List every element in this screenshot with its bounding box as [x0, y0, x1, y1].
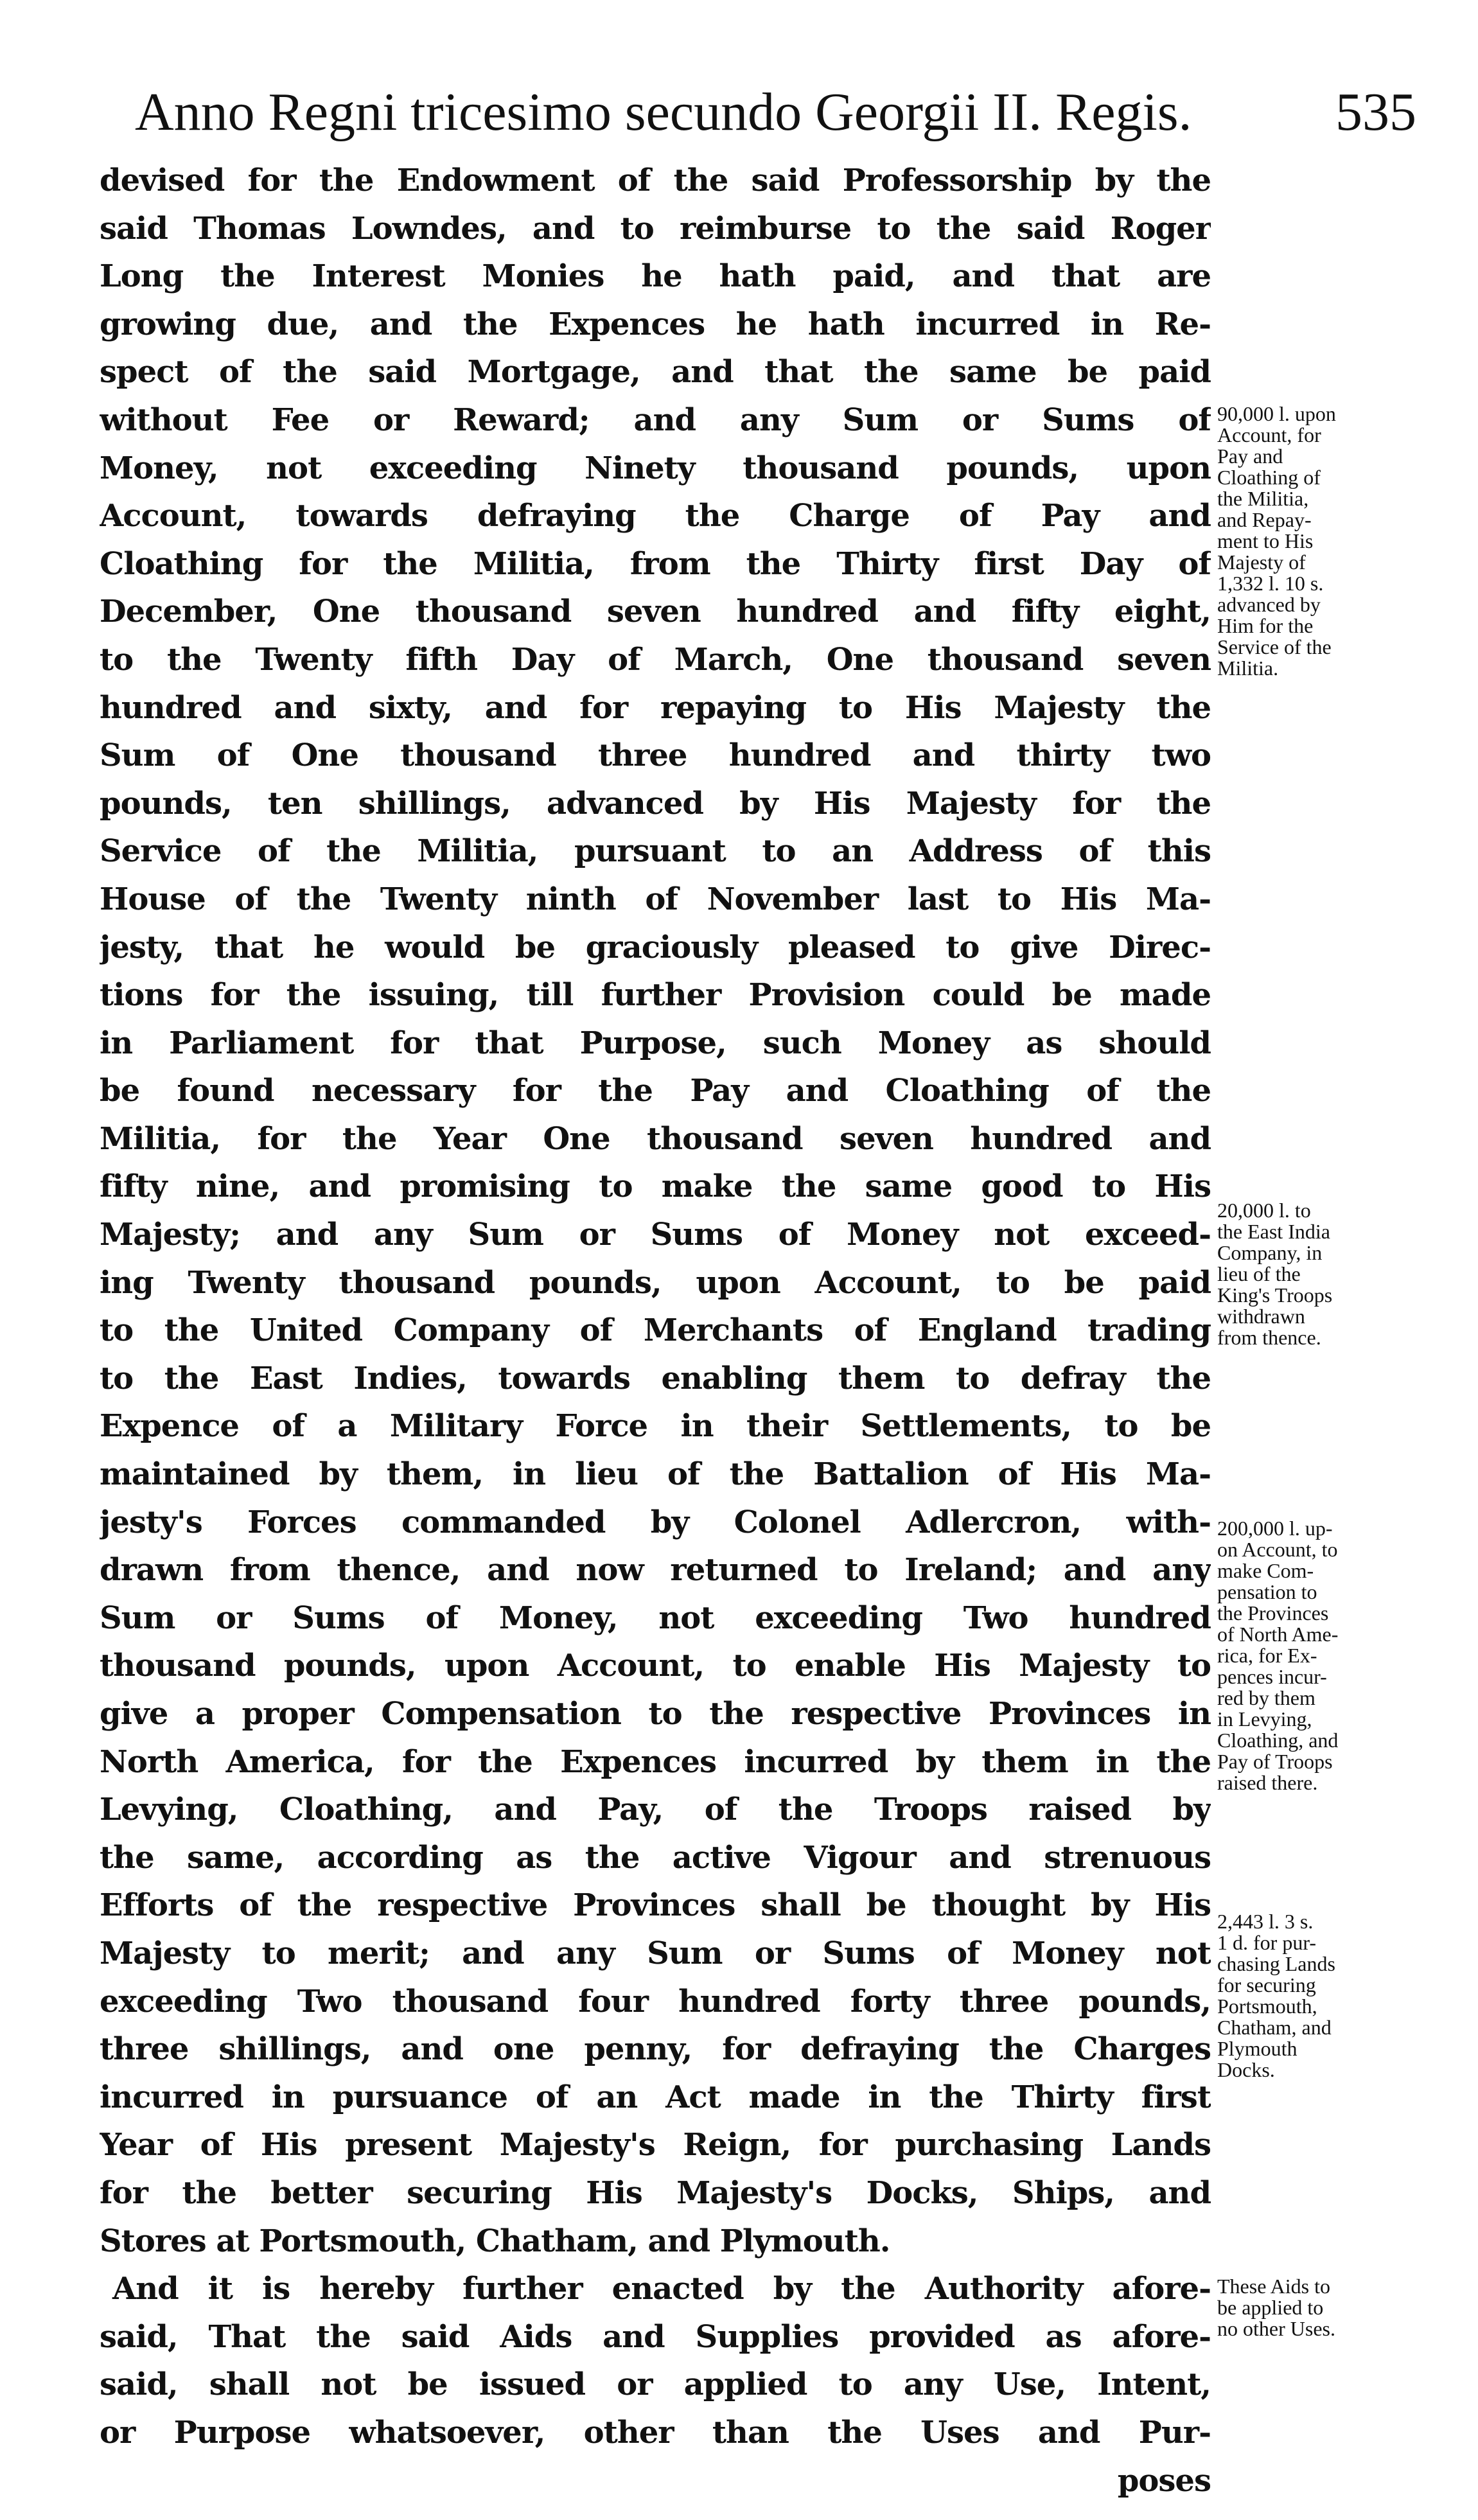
margin-note-line: 200,000 l. up- [1217, 1517, 1333, 1540]
body-text [100, 157, 1211, 2505]
text-line: tions for the issuing, till further Provision could be made [100, 977, 1211, 1014]
text-line: devised for the Endowment of the said Professorship by the [100, 163, 1211, 198]
margin-note-line: 2,443 l. 3 s. [1217, 1910, 1314, 1933]
margin-note-line: 90,000 l. upon [1217, 402, 1336, 425]
margin-note-line: 1 d. for pur- [1217, 1931, 1316, 1954]
margin-note-line: of North Ame- [1217, 1623, 1339, 1646]
text-line: Year of His present Majesty's Reign, for purchasing Lands [100, 2127, 1211, 2163]
text-line: Levying, Cloathing, and Pay, of the Troops raised by [100, 1792, 1211, 1828]
margin-note-line: 1,332 l. 10 s. [1217, 572, 1324, 595]
text-line: hundred and sixty, and for repaying to His Majesty the [100, 689, 1211, 726]
text-line: Sum of One thousand three hundred and thirty two [100, 737, 1211, 774]
margin-note-line: Chatham, and [1217, 2016, 1332, 2039]
text-line: pounds, ten shillings, advanced by His Majesty for the [100, 785, 1211, 822]
text-line: jesty, that he would be graciously pleased to give Direc- [100, 929, 1211, 965]
margin-note-line: Pay and [1217, 445, 1283, 468]
text-line: spect of the said Mortgage, and that the same be paid [100, 354, 1211, 391]
margin-note-line: Plymouth [1217, 2037, 1298, 2060]
text-line: said, shall not be issued or applied to any Use, Intent, [100, 2366, 1211, 2403]
running-title: Anno Regni tricesimo secundo Georgii II. Regis. [135, 82, 1192, 142]
margin-note-line: the Militia, [1217, 487, 1309, 510]
text-line: without Fee or Reward; and any Sum or Sums of [100, 401, 1211, 438]
margin-note-line: on Account, to [1217, 1538, 1338, 1561]
text-line: Stores at Portsmouth, Chatham, and Plymouth. [100, 2223, 890, 2259]
text-line: Efforts of the respective Provinces shall be thought by His [100, 1887, 1211, 1924]
margin-note-line: These Aids to [1217, 2275, 1330, 2298]
margin-note-provinces [1217, 1518, 1410, 1793]
margin-note-line: ment to His [1217, 529, 1314, 552]
margin-note-line: Company, in [1217, 1241, 1323, 1264]
text-line: Majesty; and any Sum or Sums of Money not exceed- [100, 1217, 1211, 1253]
margin-note-line: chasing Lands [1217, 1952, 1335, 1975]
text-line: thousand pounds, upon Account, to enable His Majesty to [100, 1648, 1211, 1684]
page-header [125, 77, 1416, 148]
text-line: said, That the said Aids and Supplies provided as afore- [100, 2318, 1211, 2355]
text-line: Sum or Sums of Money, not exceeding Two hundred [100, 1599, 1211, 1636]
margin-note-line: rica, for Ex- [1217, 1644, 1317, 1667]
margin-note-line: lieu of the [1217, 1262, 1301, 1285]
text-line: jesty's Forces commanded by Colonel Adlercron, with- [100, 1504, 1211, 1540]
text-line: or Purpose whatsoever, other than the Uses and Pur- [100, 2414, 1211, 2451]
margin-note-line: Portsmouth, [1217, 1995, 1317, 2018]
text-line: December, One thousand seven hundred and fifty eight, [100, 594, 1211, 630]
text-line: incurred in pursuance of an Act made in the Thirty first [100, 2079, 1211, 2115]
text-line: drawn from thence, and now returned to Ireland; and any [100, 1552, 1211, 1589]
margin-note-line: for securing [1217, 1973, 1316, 1996]
text-line: to the Twenty fifth Day of March, One thousand seven [100, 641, 1211, 678]
margin-note-line: advanced by [1217, 593, 1321, 616]
text-line: in Parliament for that Purpose, such Money as should [100, 1025, 1211, 1061]
margin-note-line: Majesty of [1217, 551, 1306, 574]
margin-note-militia [1217, 403, 1410, 679]
text-line: maintained by them, in lieu of the Battalion of His Ma- [100, 1456, 1211, 1493]
margin-note-line: in Levying, [1217, 1707, 1312, 1731]
margin-note-line: red by them [1217, 1686, 1315, 1709]
text-line: to the East Indies, towards enabling them to defray the [100, 1360, 1211, 1397]
text-line: Militia, for the Year One thousand seven hundred and [100, 1120, 1211, 1157]
margin-note-line: Him for the [1217, 614, 1314, 637]
text-line: And it is hereby further enacted by the Authority afore- [112, 2271, 1211, 2307]
text-line: Cloathing for the Militia, from the Thirty first Day of [100, 545, 1211, 582]
text-line: to the United Company of Merchants of England trading [100, 1312, 1211, 1349]
text-line: Majesty to merit; and any Sum or Sums of Money not [100, 1935, 1211, 1971]
margin-note-line: withdrawn [1217, 1305, 1305, 1328]
margin-note-line: Cloathing, and [1217, 1729, 1339, 1752]
text-line: Service of the Militia, pursuant to an Address of this [100, 833, 1211, 870]
text-line: the same, according as the active Vigour and strenuous [100, 1839, 1211, 1876]
margin-note-line: Docks. [1217, 2058, 1275, 2081]
margin-note-line: 20,000 l. to [1217, 1199, 1311, 1222]
text-line: be found necessary for the Pay and Cloathing of the [100, 1073, 1211, 1109]
catchword: poses [1117, 2462, 1211, 2499]
margin-note-line: Account, for [1217, 423, 1321, 446]
text-line: Expence of a Military Force in their Settlements, to be [100, 1408, 1211, 1445]
margin-note-aids [1217, 2276, 1410, 2339]
text-line: fifty nine, and promising to make the same good to His [100, 1168, 1211, 1205]
margin-note-line: the Provinces [1217, 1601, 1329, 1625]
margin-note-line: Cloathing of [1217, 466, 1321, 489]
margin-note-line: Militia. [1217, 656, 1279, 680]
margin-note-line: from thence. [1217, 1326, 1321, 1349]
text-line: exceeding Two thousand four hundred forty three pounds, [100, 1983, 1211, 2020]
margin-note-line: pences incur- [1217, 1665, 1327, 1688]
margin-note-line: pensation to [1217, 1580, 1317, 1603]
text-line: for the better securing His Majesty's Docks, Ships, and [100, 2174, 1211, 2211]
text-line: ing Twenty thousand pounds, upon Account, to be paid [100, 1264, 1211, 1301]
text-line: Money, not exceeding Ninety thousand pounds, upon [100, 450, 1211, 486]
margin-note-line: be applied to [1217, 2296, 1324, 2319]
text-line: growing due, and the Expences he hath incurred in Re- [100, 306, 1211, 342]
text-line: give a proper Compensation to the respective Provinces in [100, 1696, 1211, 1732]
text-line: said Thomas Lowndes, and to reimburse to the said Roger [100, 210, 1211, 247]
text-line: Account, towards defraying the Charge of Pay and [100, 498, 1211, 534]
text-line: Long the Interest Monies he hath paid, and that are [100, 258, 1211, 295]
margin-note-line: the East India [1217, 1220, 1330, 1243]
margin-note-line: and Repay- [1217, 508, 1312, 531]
margin-note-line: Service of the [1217, 635, 1332, 658]
margin-note-line: King's Troops [1217, 1283, 1333, 1307]
margin-note-line: raised there. [1217, 1771, 1318, 1794]
text-line: House of the Twenty ninth of November last to His Ma- [100, 881, 1211, 917]
margin-note-line: Pay of Troops [1217, 1750, 1333, 1773]
margin-note-docks [1217, 1911, 1410, 2081]
text-line: three shillings, and one penny, for defraying the Charges [100, 2031, 1211, 2068]
page-number: 535 [1335, 82, 1416, 142]
margin-note-line: no other Uses. [1217, 2317, 1335, 2340]
margin-note-line: make Com- [1217, 1559, 1314, 1582]
text-line: North America, for the Expences incurred by them in the [100, 1743, 1211, 1780]
margin-note-east-india [1217, 1200, 1410, 1348]
